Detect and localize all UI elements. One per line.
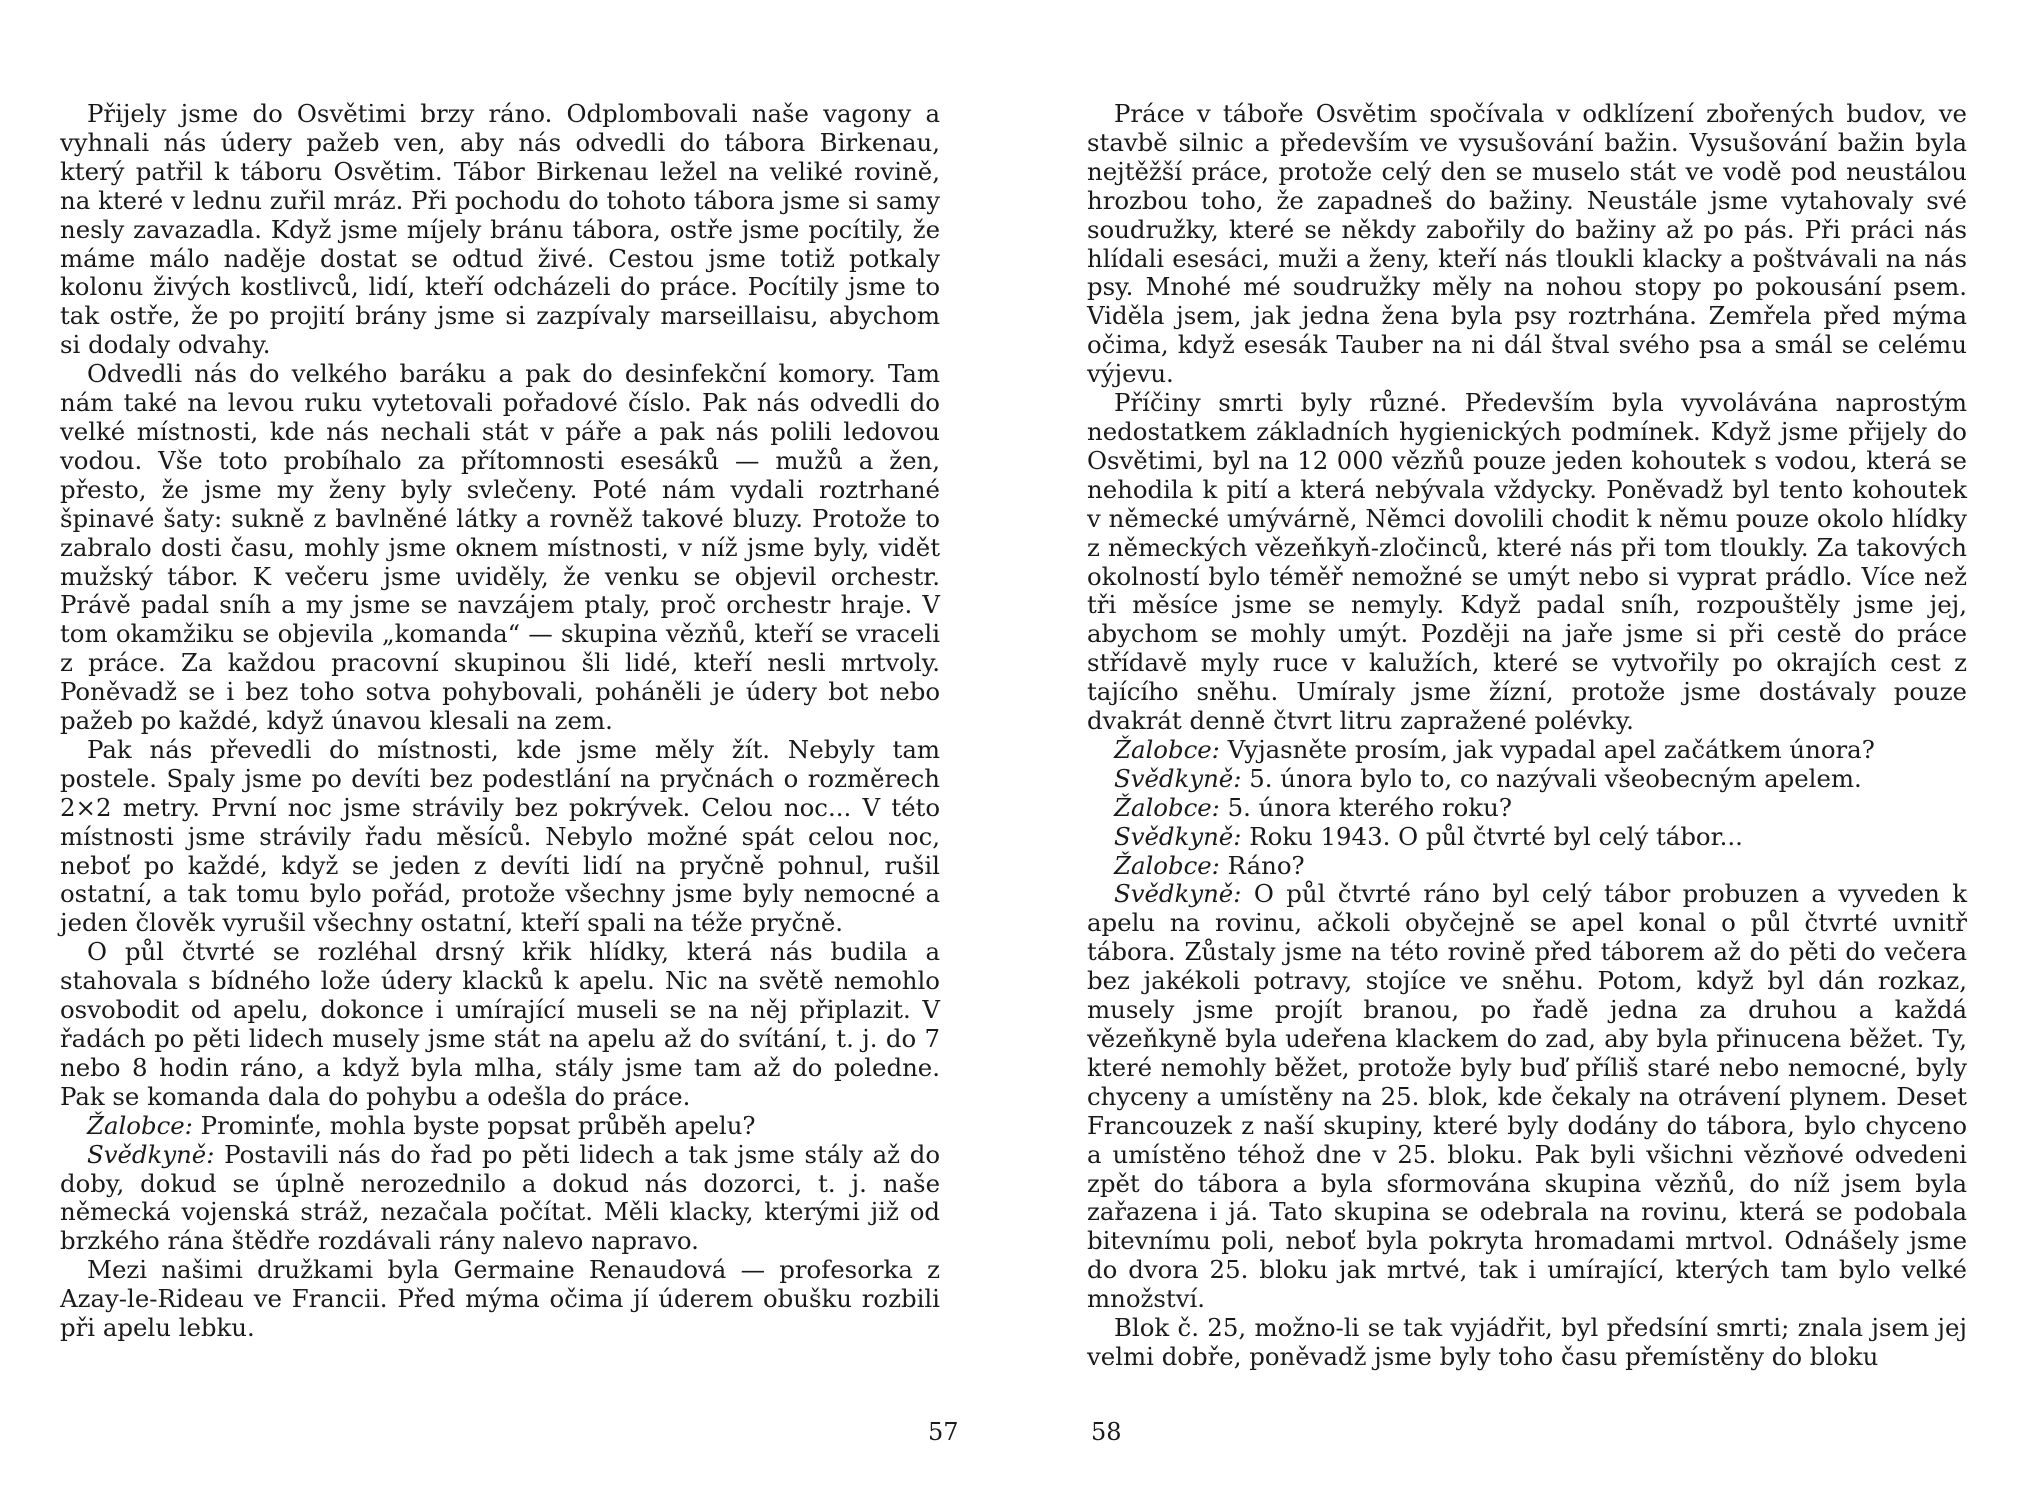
speech-text: Roku 1943. O půl čtvrté byl celý tábor... <box>1241 821 1743 851</box>
paragraph: Práce v táboře Osvětim spočívala v odklízení zbořených budov, ve stavbě silnic a především ve vysušování bažin. Vysušování bažin byla nejtěžší práce, protože celý den se muselo stát ve vodě pod neustálou hrozbou toho, že zapadneš do bažiny. Neustále jsme vytahovaly své soudružky, které se někdy zabořily do bažiny až po pás. Při práci nás hlídali esesáci, muži a ženy, kteří nás tloukli klacky a poštvávali na nás psy. Mnohé mé soudružky měly na nohou stopy po pokousání psem. Viděla jsem, jak jedna žena byla psy roztrhána. Zemřela před mýma očima, když esesák Tauber na ni dál štval svého psa a smál se celému výjevu. <box>1087 99 1967 389</box>
speech-text: 5. února kterého roku? <box>1219 792 1512 822</box>
paragraph: Pak nás převedli do místnosti, kde jsme měly žít. Nebyly tam postele. Spaly jsme po devíti bez podestlání na pryčnách o rozměrech 2×2 metry. První noc jsme strávily bez pokrývek. Celou noc... V této místnosti jsme strávily řadu měsíců. Nebylo možné spát celou noc, neboť po každé, když se jeden z devíti lidí na pryčně pohnul, rušil ostatní, a tak tomu bylo pořád, protože všechny jsme byly nemocné a jeden člověk vyrušil všechny ostatní, kteří spali na téže pryčně. <box>60 734 940 938</box>
testimony-exchange <box>1087 765 1967 794</box>
testimony-exchange <box>1087 736 1967 765</box>
paragraph: Příčiny smrti byly různé. Především byla vyvolávána naprostým nedostatkem základních hygienických podmínek. Když jsme přijely do Osvětimi, byl na 12 000 vězňů pouze jeden kohoutek s vodou, která se nehodila k pití a která nebývala vždycky. Poněvadž byl tento kohoutek v německé umývárně, Němci dovolili chodit k němu pouze okolo hlídky z německých vězeňkyň-zločinců, které nás při tom tloukly. Za takových okolností bylo téměř nemožné se umýt nebo si vyprat prádlo. Více než tři měsíce jsme se nemyly. Když padal sníh, rozpouštěly jsme jej, abychom se mohly umýt. Později na jaře jsme si při cestě do práce střídavě myly ruce v kalužích, které se vytvořily po okrajích cest z tajícího sněhu. Umíraly jsme žízní, protože jsme dostávaly pouze dvakrát denně čtvrt litru zapražené polévky. <box>1087 388 1967 736</box>
testimony-exchange <box>1087 852 1967 881</box>
right-page <box>1015 0 2030 1500</box>
speech-text: Postavili nás do řad po pěti lidech a tak jsme stály až do doby, dokud se úplně nerozednilo a dokud nás dozorci, t. j. naše německá vojenská stráž, nezačala počítat. Měli klacky, kterými již od brzkého rána štědře rozdávali rány nalevo napravo. <box>60 1139 940 1256</box>
speech-text: Prominťe, mohla byste popsat průběh apelu? <box>192 1110 756 1140</box>
paragraph: Přijely jsme do Osvětimi brzy ráno. Odplombovali naše vagony a vyhnali nás údery pažeb ven, aby nás odvedli do tábora Birkenau, který patřil k táboru Osvětim. Tábor Birkenau ležel na veliké rovině, na které v lednu zuřil mráz. Při pochodu do tohoto tábora jsme si samy nesly zavazadla. Když jsme míjely bránu tábora, ostře jsme pocítily, že máme málo naděje dostat se odtud živé. Cestou jsme totiž potkaly kolonu živých kostlivců, lidí, kteří odcházeli do práce. Pocítily jsme to tak ostře, že po projití brány jsme si zazpívaly marseillaisu, abychom si dodaly odvahy. <box>60 99 940 360</box>
right-page-text <box>1087 100 1967 1372</box>
testimony-exchange <box>1087 823 1967 852</box>
speaker-label: Svědkyně: <box>87 1139 215 1169</box>
testimony-exchange <box>60 1141 940 1257</box>
speaker-label: Svědkyně: <box>1114 763 1242 793</box>
speaker-label: Žalobce: <box>87 1110 193 1140</box>
speech-text: 5. února bylo to, co nazývali všeobecným apelem. <box>1241 763 1862 793</box>
speech-text: Ráno? <box>1219 850 1305 880</box>
testimony-exchange <box>1087 794 1967 823</box>
speaker-label: Žalobce: <box>1114 850 1220 880</box>
page-number: 58 <box>1091 1418 1122 1446</box>
speaker-label: Svědkyně: <box>1114 879 1242 909</box>
testimony-exchange <box>60 1112 940 1141</box>
page-number: 57 <box>928 1418 959 1446</box>
speaker-label: Svědkyně: <box>1114 821 1242 851</box>
speaker-label: Žalobce: <box>1114 792 1220 822</box>
left-page-text <box>60 100 940 1343</box>
paragraph: O půl čtvrté se rozléhal drsný křik hlídky, která nás budila a stahovala s bídného lože údery klacků k apelu. Nic na světě nemohlo osvobodit od apelu, dokonce i umírající museli se na něj připlazit. V řadách po pěti lidech musely jsme stát na apelu až do svítání, t. j. do 7 nebo 8 hodin ráno, a když byla mlha, stály jsme tam až do poledne. Pak se komanda dala do pohybu a odešla do práce. <box>60 937 940 1111</box>
speech-text: O půl čtvrté ráno byl celý tábor probuzen a vyveden k apelu na rovinu, ačkoli obyčejně se apel konal o půl čtvrté uvnitř tábora. Zůstaly jsme na této rovině před táborem až do pěti do večera bez jakékoli potravy, stojíce ve sněhu. Potom, když byl dán rozkaz, musely jsme projít branou, po řadě jedna za druhou a každá vězeňkyně byla udeřena klackem do zad, aby byla přinucena běžet. Ty, které nemohly běžet, protože byly buď příliš staré nebo nemocné, byly chyceny a umístěny na 25. blok, kde čekaly na otrávení plynem. Deset Francouzek z naší skupiny, které byly dodány do tábora, bylo chyceno a umístěno téhož dne v 25. bloku. Pak byli všichni vězňové odvedeni zpět do tábora a byla sformována skupina vězňů, do níž jsem byla zařazena i já. Tato skupina se odebrala na rovinu, která se podobala bitevnímu poli, neboť byla pokryta hromadami mrtvol. Odnášely jsme do dvora 25. bloku jak mrtvé, tak i umírající, kterých tam bylo velké množství. <box>1087 879 1967 1314</box>
paragraph: Mezi našimi družkami byla Germaine Renaudová — profesorka z Azay-le-Rideau ve Francii. Před mýma očima jí úderem obušku rozbili při apelu lebku. <box>60 1255 940 1343</box>
paragraph: Odvedli nás do velkého baráku a pak do desinfekční komory. Tam nám také na levou ruku vytetovali pořadové číslo. Pak nás odvedli do velké místnosti, kde nás nechali stát v páře a pak nás polili ledovou vodou. Vše toto probíhalo za přítomnosti esesáků — mužů a žen, přesto, že jsme my ženy byly svlečeny. Poté nám vydali roztrhané špinavé šaty: sukně z bavlněné látky a rovněž takové bluzy. Protože to zabralo dosti času, mohly jsme oknem místnosti, v níž jsme byly, vidět mužský tábor. K večeru jsme uviděly, že venku se objevil orchestr. Právě padal sníh a my jsme se navzájem ptaly, proč orchestr hraje. V tom okamžiku se objevila „komanda“ — skupina vězňů, kteří se vraceli z práce. Za každou pracovní skupinou šli lidé, kteří nesli mrtvoly. Poněvadž se i bez toho sotva pohybovali, poháněli je údery bot nebo pažeb po každé, když únavou klesali na zem. <box>60 359 940 736</box>
testimony-exchange <box>1087 880 1967 1314</box>
paragraph: Blok č. 25, možno-li se tak vyjádřit, byl předsíní smrti; znala jsem jej velmi dobře, poněvadž jsme byly toho času přemístěny do bloku <box>1087 1313 1967 1371</box>
speech-text: Vyjasněte prosím, jak vypadal apel začátkem února? <box>1219 734 1875 764</box>
speaker-label: Žalobce: <box>1114 734 1220 764</box>
